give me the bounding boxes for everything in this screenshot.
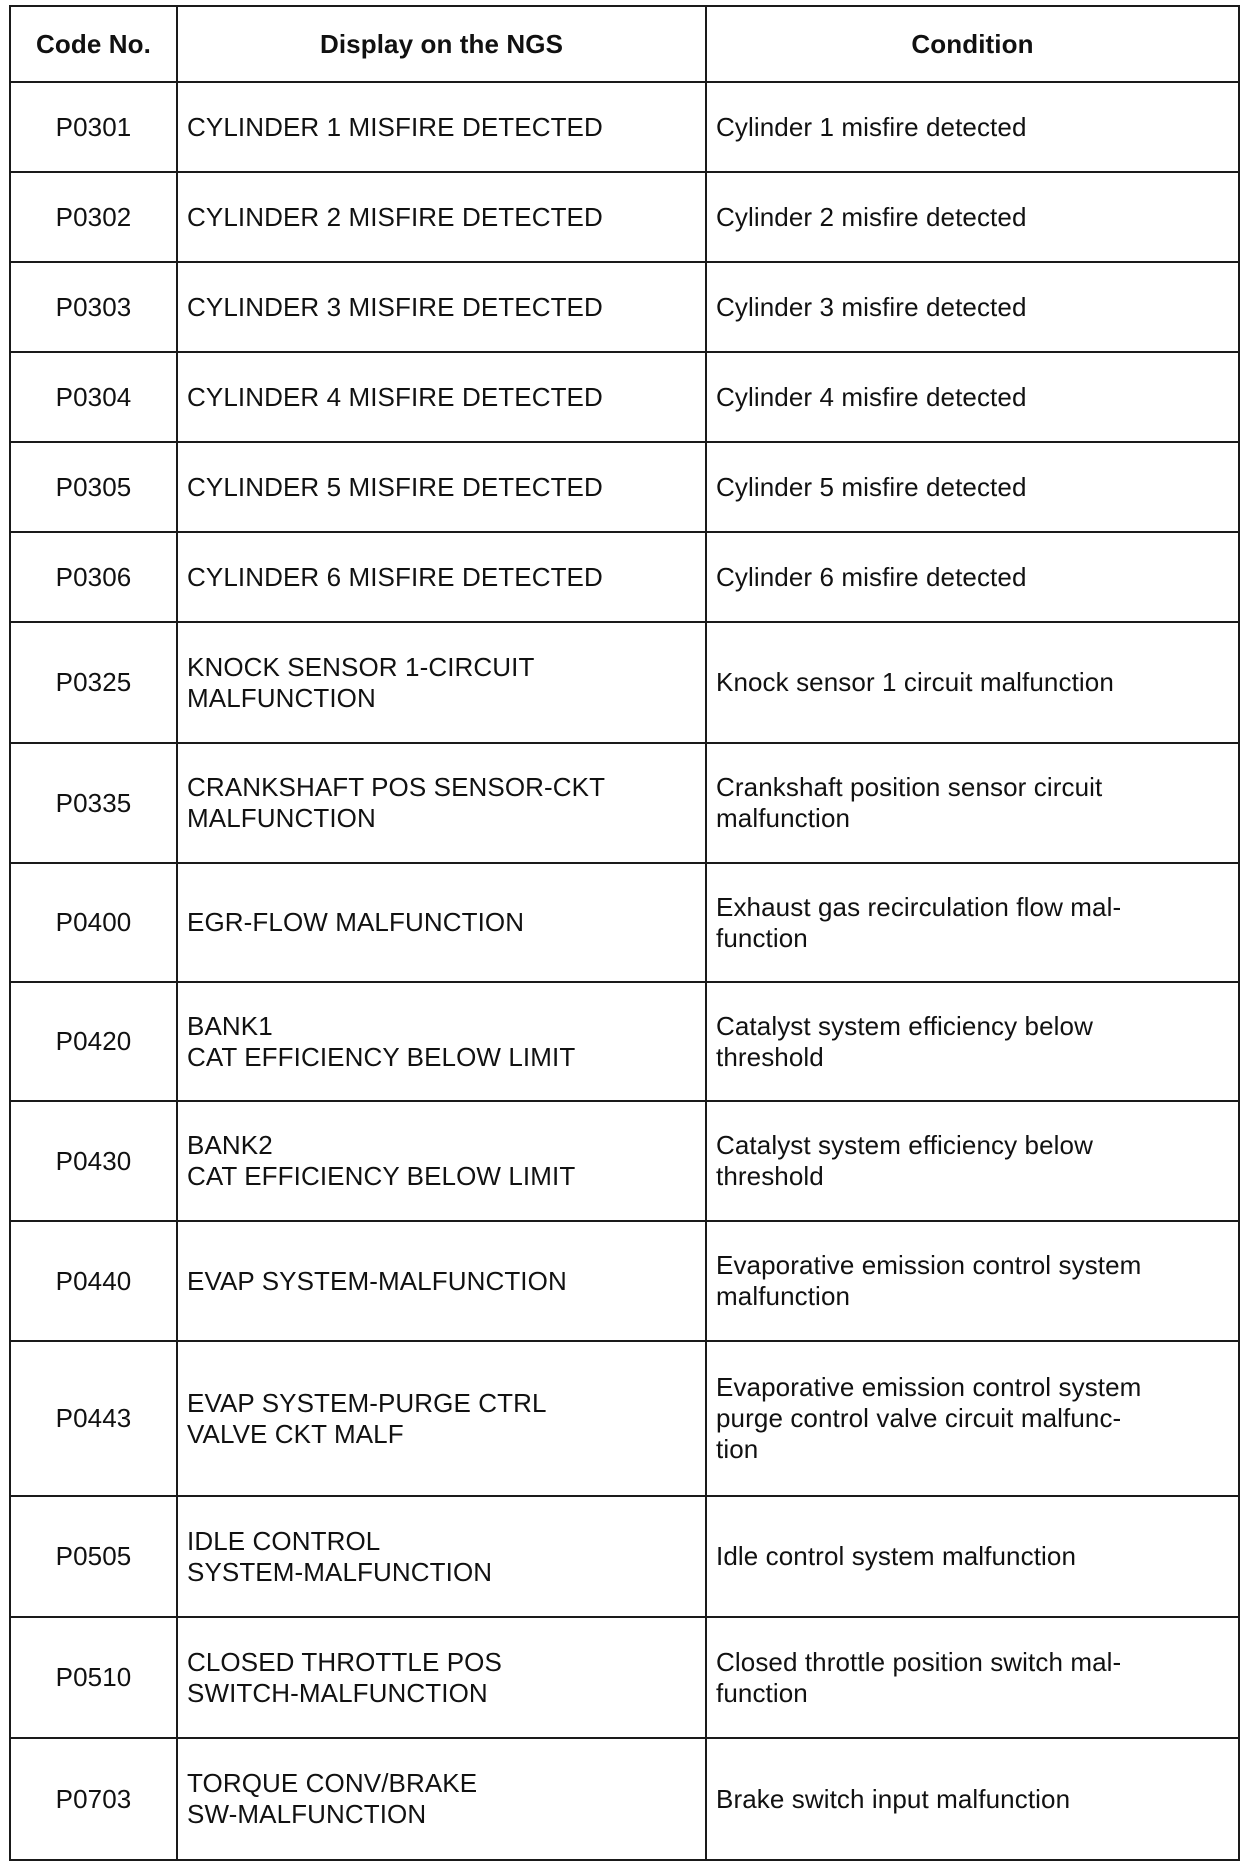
condition-cell: Brake switch input malfunction xyxy=(706,1738,1239,1860)
code-cell: P0430 xyxy=(10,1101,177,1221)
table-row xyxy=(10,743,1239,863)
display-cell: CYLINDER 6 MISFIRE DETECTED xyxy=(177,532,706,622)
header-display: Display on the NGS xyxy=(177,6,706,82)
code-cell: P0443 xyxy=(10,1341,177,1496)
condition-cell: Closed throttle position switch mal- function xyxy=(706,1617,1239,1738)
code-cell: P0400 xyxy=(10,863,177,982)
display-cell: EVAP SYSTEM-PURGE CTRL VALVE CKT MALF xyxy=(177,1341,706,1496)
condition-cell: Evaporative emission control system malfunction xyxy=(706,1221,1239,1341)
table-row xyxy=(10,532,1239,622)
display-cell: CYLINDER 1 MISFIRE DETECTED xyxy=(177,82,706,172)
header-condition: Condition xyxy=(706,6,1239,82)
table-row xyxy=(10,442,1239,532)
display-cell: EGR-FLOW MALFUNCTION xyxy=(177,863,706,982)
display-cell: KNOCK SENSOR 1-CIRCUIT MALFUNCTION xyxy=(177,622,706,743)
code-cell: P0335 xyxy=(10,743,177,863)
dtc-table xyxy=(9,5,1240,1861)
display-cell: BANK1 CAT EFFICIENCY BELOW LIMIT xyxy=(177,982,706,1101)
condition-cell: Crankshaft position sensor circuit malfunction xyxy=(706,743,1239,863)
condition-cell: Cylinder 3 misfire detected xyxy=(706,262,1239,352)
table-row xyxy=(10,1101,1239,1221)
display-cell: CRANKSHAFT POS SENSOR-CKT MALFUNCTION xyxy=(177,743,706,863)
table-row xyxy=(10,982,1239,1101)
display-cell: CYLINDER 2 MISFIRE DETECTED xyxy=(177,172,706,262)
table-row xyxy=(10,622,1239,743)
code-cell: P0420 xyxy=(10,982,177,1101)
table-row xyxy=(10,863,1239,982)
code-cell: P0306 xyxy=(10,532,177,622)
condition-cell: Cylinder 6 misfire detected xyxy=(706,532,1239,622)
display-cell: IDLE CONTROL SYSTEM-MALFUNCTION xyxy=(177,1496,706,1617)
table-body xyxy=(10,82,1239,1860)
table-row xyxy=(10,172,1239,262)
display-cell: EVAP SYSTEM-MALFUNCTION xyxy=(177,1221,706,1341)
code-cell: P0325 xyxy=(10,622,177,743)
code-cell: P0301 xyxy=(10,82,177,172)
code-cell: P0303 xyxy=(10,262,177,352)
table-row xyxy=(10,1617,1239,1738)
condition-cell: Cylinder 1 misfire detected xyxy=(706,82,1239,172)
display-cell: TORQUE CONV/BRAKE SW-MALFUNCTION xyxy=(177,1738,706,1860)
condition-cell: Cylinder 5 misfire detected xyxy=(706,442,1239,532)
condition-cell: Catalyst system efficiency below threshold xyxy=(706,982,1239,1101)
table-row xyxy=(10,1341,1239,1496)
display-cell: BANK2 CAT EFFICIENCY BELOW LIMIT xyxy=(177,1101,706,1221)
code-cell: P0703 xyxy=(10,1738,177,1860)
condition-cell: Idle control system malfunction xyxy=(706,1496,1239,1617)
table-row xyxy=(10,262,1239,352)
display-cell: CYLINDER 5 MISFIRE DETECTED xyxy=(177,442,706,532)
header-code: Code No. xyxy=(10,6,177,82)
code-cell: P0302 xyxy=(10,172,177,262)
code-cell: P0305 xyxy=(10,442,177,532)
table-row xyxy=(10,1496,1239,1617)
header-row xyxy=(10,6,1239,82)
table-row xyxy=(10,82,1239,172)
condition-cell: Evaporative emission control system purge control valve circuit malfunc- tion xyxy=(706,1341,1239,1496)
code-cell: P0440 xyxy=(10,1221,177,1341)
condition-cell: Knock sensor 1 circuit malfunction xyxy=(706,622,1239,743)
table-row xyxy=(10,352,1239,442)
condition-cell: Cylinder 2 misfire detected xyxy=(706,172,1239,262)
display-cell: CYLINDER 4 MISFIRE DETECTED xyxy=(177,352,706,442)
table-header xyxy=(10,6,1239,82)
table-row xyxy=(10,1738,1239,1860)
code-cell: P0510 xyxy=(10,1617,177,1738)
condition-cell: Cylinder 4 misfire detected xyxy=(706,352,1239,442)
display-cell: CYLINDER 3 MISFIRE DETECTED xyxy=(177,262,706,352)
code-cell: P0304 xyxy=(10,352,177,442)
display-cell: CLOSED THROTTLE POS SWITCH-MALFUNCTION xyxy=(177,1617,706,1738)
condition-cell: Exhaust gas recirculation flow mal- function xyxy=(706,863,1239,982)
condition-cell: Catalyst system efficiency below threshold xyxy=(706,1101,1239,1221)
code-cell: P0505 xyxy=(10,1496,177,1617)
table-row xyxy=(10,1221,1239,1341)
